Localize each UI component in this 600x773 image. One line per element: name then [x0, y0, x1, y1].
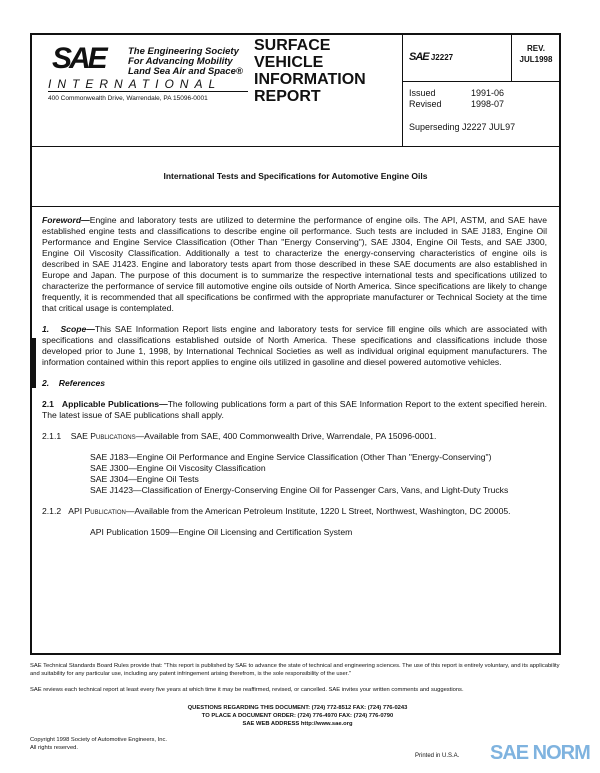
list-item: API Publication 1509—Engine Oil Licensing and Certification System	[90, 527, 353, 537]
rights: All rights reserved.	[30, 745, 79, 751]
review-note: SAE reviews each technical report at least every five years at which time it may be reaffirmed, revised, or cancelled. SAE invites your written comments and suggestions.	[30, 687, 464, 693]
report-type-line: REPORT	[254, 88, 321, 105]
list-item: SAE J304—Engine Oil Tests	[90, 474, 199, 484]
report-type-line: VEHICLE	[254, 54, 324, 71]
sae-pub-heading: SAE Publications—	[70, 431, 145, 441]
api-publication-list	[42, 527, 547, 538]
references-heading: References	[58, 378, 106, 388]
section-number: 2.1.2	[42, 506, 62, 516]
doc-number-text: J2227	[430, 53, 454, 62]
list-item: SAE J183—Engine Oil Performance and Engine Service Classification (Other Than "Energy-Conserving")	[90, 452, 492, 462]
list-item: SAE J1423—Classification of Energy-Conserving Engine Oil for Passenger Cars, Vans, and Light-Duty Trucks	[90, 485, 509, 495]
footer	[30, 662, 565, 752]
references	[42, 378, 547, 389]
document-frame	[30, 33, 561, 655]
scope	[42, 324, 547, 368]
sae-small-logo: SAE	[409, 51, 429, 63]
report-type-line: INFORMATION	[254, 71, 366, 88]
api-text: Available from the American Petroleum Institute, 1220 L Street, Northwest, Washington, DC 20005.	[134, 506, 511, 516]
section-number: 2.1.1	[42, 431, 62, 441]
printed-in: Printed in U.S.A.	[415, 753, 460, 759]
sae-norm-watermark	[490, 742, 590, 764]
scope-text: This SAE Information Report lists engine and laboratory tests for service fill engine oils which are associated with specifications and classifications established outside of North America. These specifications and classifications include those developed prior to June 1, 1998, by International Technical Societies as well as individual original equipment manufacturers. The information contained within this report applies to engine oils utilized in gasoline and diesel powered automotive vehicles.	[42, 324, 547, 367]
address: 400 Commonwealth Drive, Warrendale, PA 15096-0001	[48, 95, 208, 102]
revised-label: Revised	[409, 99, 442, 109]
tagline-line: For Advancing Mobility	[128, 56, 233, 67]
ap-heading: Applicable Publications—	[61, 399, 168, 409]
dates	[403, 82, 560, 116]
section-number: 2.	[42, 378, 50, 388]
doc-info	[402, 35, 560, 146]
sae-pub-text: Available from SAE, 400 Commonwealth Drive, Warrendale, PA 15096-0001.	[144, 431, 437, 441]
rev-date: JUL1998	[519, 55, 553, 64]
web-address: SAE WEB ADDRESS http://www.sae.org	[242, 721, 353, 727]
foreword	[42, 215, 547, 314]
report-type-line: SURFACE	[254, 37, 331, 54]
issued-label: Issued	[409, 88, 436, 98]
sae-publication-list	[42, 452, 547, 496]
doc-number	[409, 51, 453, 63]
watermark-text: SAE NORM	[490, 742, 590, 764]
applicable-publications	[42, 399, 547, 421]
copyright: Copyright 1998 Society of Automotive Engineers, Inc.	[30, 737, 167, 743]
ap-text: The following publications form a part of this SAE Information Report to the extent specified herein. The latest issue of SAE publications shall apply.	[42, 399, 547, 420]
tagline-line: The Engineering Society	[128, 46, 239, 57]
sae-logo-text: SAE	[52, 42, 105, 75]
revision	[511, 35, 560, 81]
list-item: SAE J300—Engine Oil Viscosity Classification	[90, 463, 266, 473]
sae-publications	[42, 431, 547, 442]
international-label: INTERNATIONAL	[48, 77, 248, 92]
rev-label: REV.	[527, 44, 545, 53]
revised-date: 1998-07	[471, 99, 505, 109]
society-tagline	[128, 47, 243, 77]
document-body	[42, 215, 547, 538]
tagline-line: Land Sea Air and Space®	[128, 66, 243, 77]
api-publication	[42, 506, 547, 517]
section-number: 2.1	[42, 399, 54, 409]
foreword-text: Engine and laboratory tests are utilized to determine the performance of engine oils. The API, ASTM, and SAE have established engine tests and classifications to describe engine oil performance. Such tests are included in SAE J183, Engine Oil Performance and Engine Service Classification (Other Than "Energy Conserving"), SAE J304, Engine Oil Tests, and SAE J300, Engine Oil Viscosity Classification. Additionally a test to characterize the energy-conserving characteristics of engine oils is described in SAE J1423. Engine and laboratory tests apart from those described in these SAE documents are also established in Europe and Japan. The purpose of this document is to summarize the respective international tests and specifications utilized to characterize the performance of service fill automotive engine oils outside of North America. Since specifications are likely to change frequently, it is recommended that all specifications be confirmed with the appropriate manufacturer or Technical Society at the time that critical usage is contemplated.	[42, 215, 547, 313]
questions-contact: QUESTIONS REGARDING THIS DOCUMENT: (724) 772-8512 FAX: (724) 776-0243	[187, 705, 408, 711]
board-rules: SAE Technical Standards Board Rules provide that: "This report is published by SAE to advance the state of technical and engineering sciences. The use of this report is entirely voluntary, and its applicability and suitability for any particular use, including any patent infringement arising therefrom, is the sole responsibility of the user."	[30, 663, 560, 677]
issued-date: 1991-06	[471, 88, 505, 98]
scope-heading: Scope—	[60, 324, 95, 334]
superseding: Superseding J2227 JUL97	[409, 122, 516, 132]
section-number: 1.	[42, 324, 50, 334]
report-type	[254, 37, 366, 105]
foreword-heading: Foreword—	[42, 215, 90, 225]
api-heading: API Publication—	[68, 506, 135, 516]
change-bar	[32, 338, 36, 388]
document-title: International Tests and Specifications for Automotive Engine Oils	[32, 146, 559, 207]
order-contact: TO PLACE A DOCUMENT ORDER: (724) 776-4970 FAX: (724) 776-0790	[201, 713, 394, 719]
header	[32, 35, 559, 147]
